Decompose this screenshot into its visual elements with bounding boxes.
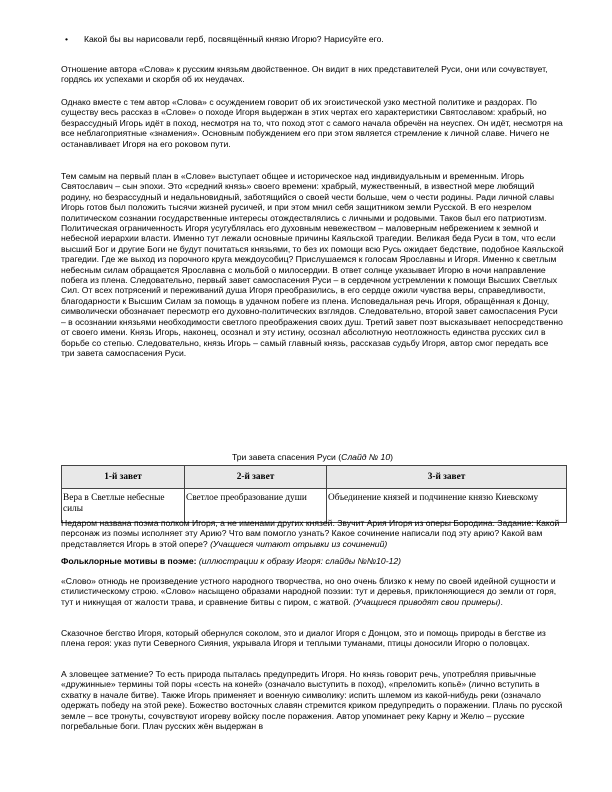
table-header-cell: 1-й завет <box>62 466 185 489</box>
paragraph-text: Тем самым на первый план в «Слове» выступает общее и историческое над индивидуальным и временным. Игорь Святославич – сын эпохи. Это «средний князь» своего времени: храбрый, мужественный, в известной мере любящий родину, но безрассудный и недальновидный, заботящийся о своей чести больше, чем о чести родины. Ради личной славы Игорь готов был положить тысячи жизней русичей, и при этом мнил себя защитником земли Русской. В его незрелом политическом сознании государственные интересы отождествлялись с личными и родовыми. Таков был его патриотизм. Политическая ограниченность Игоря усугублялась его духовным невежеством – маловерным небрежением к земной и небесной иерархии власти. Именно тут лежали основные причины Каяльской трагедии. Великая беда Руси в том, что если высший Бог и другие Боги не будут почитаться князьями, то без их помощи всю Русь ожидает бедствие, подобное Каяльской трагедии. Где же выход из порочного круга междоусобиц? Прислушаемся к голосам Ярославны и Игоря. Именно к светлым небесным силам обращается Ярославна с мольбой о милосердии. В ответ солнце указывает Игорю в ночи направление побега из плена. Следовательно, первый завет самоспасения Руси – в сердечном устремлении к помощи Высших Светлых Сил. От всех потрясений и переживаний душа Игоря преобразились, в его сердце ожили чувства веры, справедливости, благодарности к Высшим Силам за помощь в удачном побеге из плена. Исповедальная речь Игоря, обращённая к Донцу, символически обозначает пересмотр его духовно-политических взглядов. Следовательно, второй завет самоспасения Руси – в осознании князьями необходимости светлого преображения своих душ. Третий завет поэт высказывает непосредственно от своего имени. Князь Игорь, наконец, осознал и эту истину, осознал абсолютную неотложность единства русских сил в борьбе со степью. Следовательно, князь Игорь – самый главный князь, рассказав судьбу Игоря, автор смог передать все три завета самоспасения Руси. <box>61 171 564 358</box>
paragraph-text: Сказочное бегство Игоря, который обернулся соколом, это и диалог Игоря с Донцом, это и помощь природы в бегстве из плена героя: указ пути Северного Сияния, укрывала Игоря и теплыми туманами, птицы доносили Игорю о половцах. <box>61 628 546 649</box>
caption-end: ) <box>390 452 393 462</box>
paragraph-note: (Учащиеся приводят свои примеры) <box>353 596 501 607</box>
heading-bold: Фольклорные мотивы в поэме: <box>61 556 197 566</box>
paragraph-note: (Учащиеся читают отрывки из сочинений) <box>210 538 388 549</box>
paragraph-1 <box>61 64 564 85</box>
covenants-table <box>61 465 567 523</box>
paragraph-text: «Слово» отнюдь не произведение устного народного творчества, но оно очень близко к нему по своей идейной сущности и стилистическому строю. «Слово» насыщено образами народной поэзии: тут и деревья, приклоняющиеся до земли от горя, тут и никнущая от жалости трава, и сравнение битвы с пиром, с жатвой. <box>61 576 557 607</box>
bullet-symbol: • <box>65 34 69 44</box>
table-header-row <box>62 466 567 489</box>
table-cell: Объединение князей и подчинение князю Киевскому <box>327 489 567 523</box>
paragraph-text: А зловещее затмение? То есть природа пыталась предупредить Игоря. Но князь говорит речь, употребляя привычные «дружинные» термины той поры «сесть на коней» (означало выступить в поход), «преломить копьё» (лично вступить в схватку в начале битве). Также Игорь применяет и военную символику: испить шлемом из какой-нибудь реки (означало одержать победу на этой реке). Божество восточных славян стремится криком предупредить о поражении. Плачь по русской земле – все тронуты, сочувствуют игореву войску после поражения. Автор упоминает реку Карну и Желю – русские погребальные боги. Плач русских жён выдержан в <box>61 669 563 732</box>
table-caption <box>61 452 564 462</box>
paragraph-text: Однако вместе с тем автор «Слова» с осуждением говорит об их эгоистической узко местной политике и раздорах. По существу весь рассказ в «Слове» о походе Игоря выдержан в этих чертах его характеристики Святославом: храбрый, но безрассудный Игорь идёт в поход, несмотря на то, что поход этот с самого начала обречён на неуспех. Он идёт, несмотря на все неблагоприятные «знамения». Основным побуждением его при этом является стремление к личной славе. Ничего не останавливает Игоря на его роковом пути. <box>61 97 563 149</box>
heading-note: (иллюстрации к образу Игоря: слайды №№10-12) <box>196 556 401 566</box>
paragraph-7 <box>61 669 564 731</box>
paragraph-4 <box>61 518 564 549</box>
caption-slide: Слайд № 10 <box>341 452 391 462</box>
paragraph-3 <box>61 171 564 358</box>
paragraph-end: . <box>500 596 503 607</box>
paragraph-5 <box>61 576 564 607</box>
table-header-cell: 2-й завет <box>185 466 327 489</box>
bullet-text: Какой бы вы нарисовали герб, посвящённый князю Игорю? Нарисуйте его. <box>84 34 384 44</box>
caption-main: Три завета спасения Руси ( <box>232 452 342 462</box>
paragraph-text: Отношение автора «Слова» к русским князьям двойственное. Он видит в них представителей Руси, они или сочувствует, гордясь их успехами и скорбя об их неудачах. <box>61 64 548 85</box>
table-header-cell: 3-й завет <box>327 466 567 489</box>
paragraph-2 <box>61 97 564 149</box>
paragraph-text: Недаром названа поэма полком Игоря, а не именами других князей. Звучит Ария Игоря из оперы Бородина. Задание: Какой персонаж из поэмы исполняет эту Арию? Что вам помогло узнать? Какое сочинение написали под эту арию? Какой вам представляется Игорь в этой опере? <box>61 518 560 549</box>
table-cell: Вера в Светлые небесные силы <box>62 489 185 523</box>
table-cell: Светлое преобразование души <box>185 489 327 523</box>
section-heading <box>61 556 564 566</box>
paragraph-6 <box>61 628 564 649</box>
